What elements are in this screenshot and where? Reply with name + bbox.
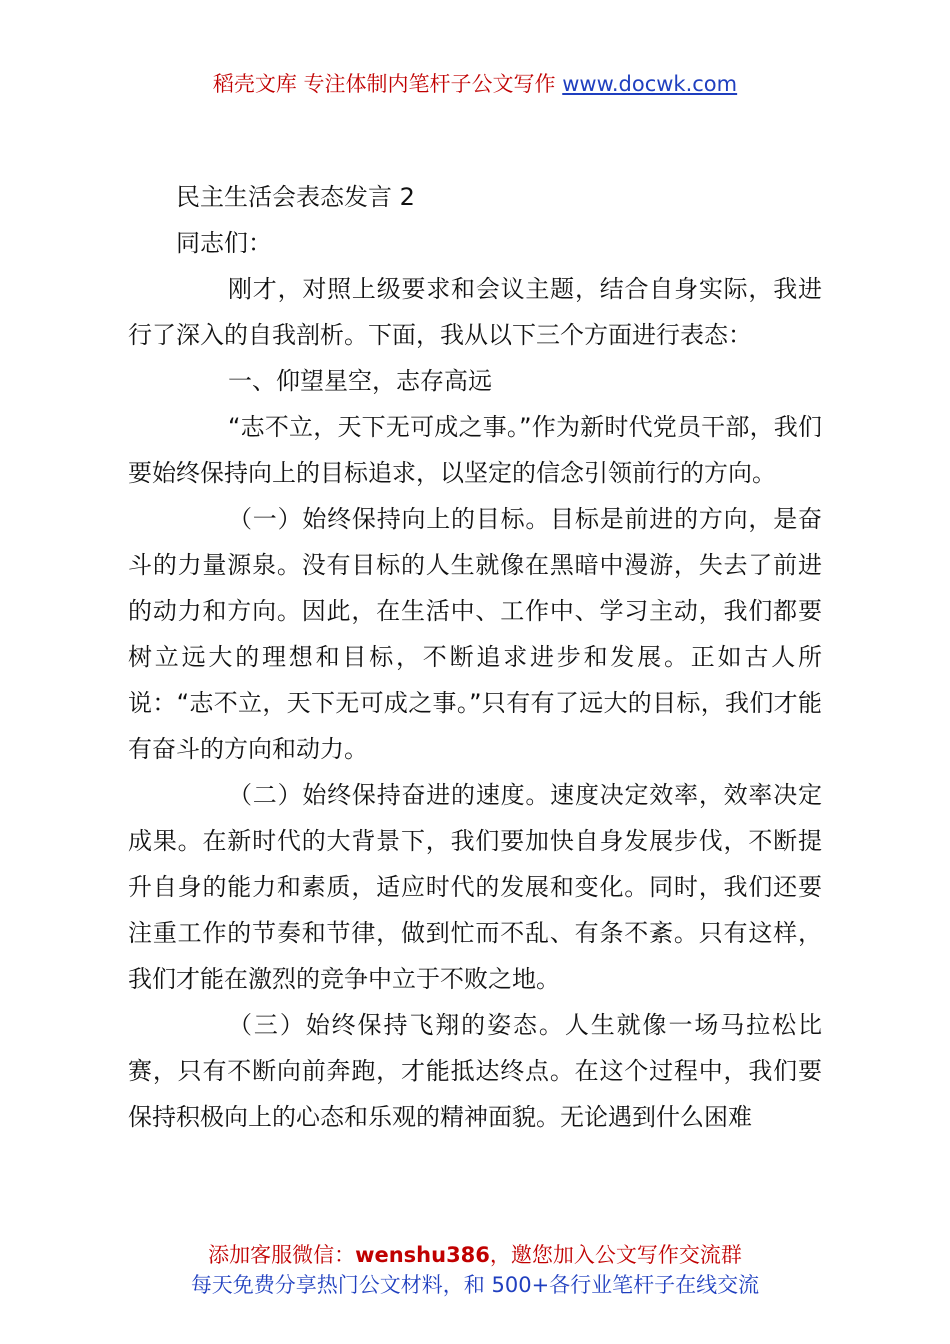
footer-wechat-suffix: ，邀您加入公文写作交流群 xyxy=(489,1243,742,1267)
document-title: 民主生活会表态发言 2 xyxy=(176,183,415,211)
paragraph-item-2: （二）始终保持奋进的速度。速度决定效率，效率决定成果。在新时代的大背景下，我们要加快自身发展步伐，不断提升自身的能力和素质，适应时代的发展和变化。同时，我们还要注重工作的节奏和节律，做到忙而不乱、有条不紊。只有这样，我们才能在激烈的竞争中立于不败之地。 xyxy=(128,781,822,993)
paragraph-item-1: （一）始终保持向上的目标。目标是前进的方向，是奋斗的力量源泉。没有目标的人生就像在黑暗中漫游，失去了前进的动力和方向。因此，在生活中、工作中、学习主动，我们都要树立远大的理想和目标，不断追求进步和发展。正如古人所说：“志不立，天下无可成之事。”只有有了远大的目标，我们才能有奋斗的方向和动力。 xyxy=(128,505,822,763)
paragraph-item-3: （三）始终保持飞翔的姿态。人生就像一场马拉松比赛，只有不断向前奔跑，才能抵达终点。在这个过程中，我们要保持积极向上的心态和乐观的精神面貌。无论遇到什么困难 xyxy=(128,1011,822,1131)
paragraph-quote: “志不立，天下无可成之事。”作为新时代党员干部，我们要始终保持向上的目标追求，以坚定的信念引领前行的方向。 xyxy=(128,413,822,487)
header-url-link[interactable]: www.docwk.com xyxy=(562,72,738,96)
page-footer xyxy=(0,1240,950,1300)
header-brand: 稻壳文库 专注体制内笔杆子公文写作 xyxy=(212,72,556,96)
page-header xyxy=(0,68,950,100)
paragraph-intro: 刚才，对照上级要求和会议主题，结合自身实际，我进行了深入的自我剖析。下面，我从以下三个方面进行表态： xyxy=(128,275,822,349)
footer-line-1 xyxy=(0,1240,950,1270)
footer-line-2: 每天免费分享热门公文材料，和 500+各行业笔杆子在线交流 xyxy=(190,1273,760,1297)
footer-wechat-id: wenshu386 xyxy=(355,1243,490,1267)
document-body xyxy=(128,174,822,1140)
document-salutation: 同志们： xyxy=(176,229,272,257)
footer-wechat-prefix: 添加客服微信： xyxy=(208,1243,356,1267)
section-heading-1: 一、仰望星空，志存高远 xyxy=(228,367,492,395)
